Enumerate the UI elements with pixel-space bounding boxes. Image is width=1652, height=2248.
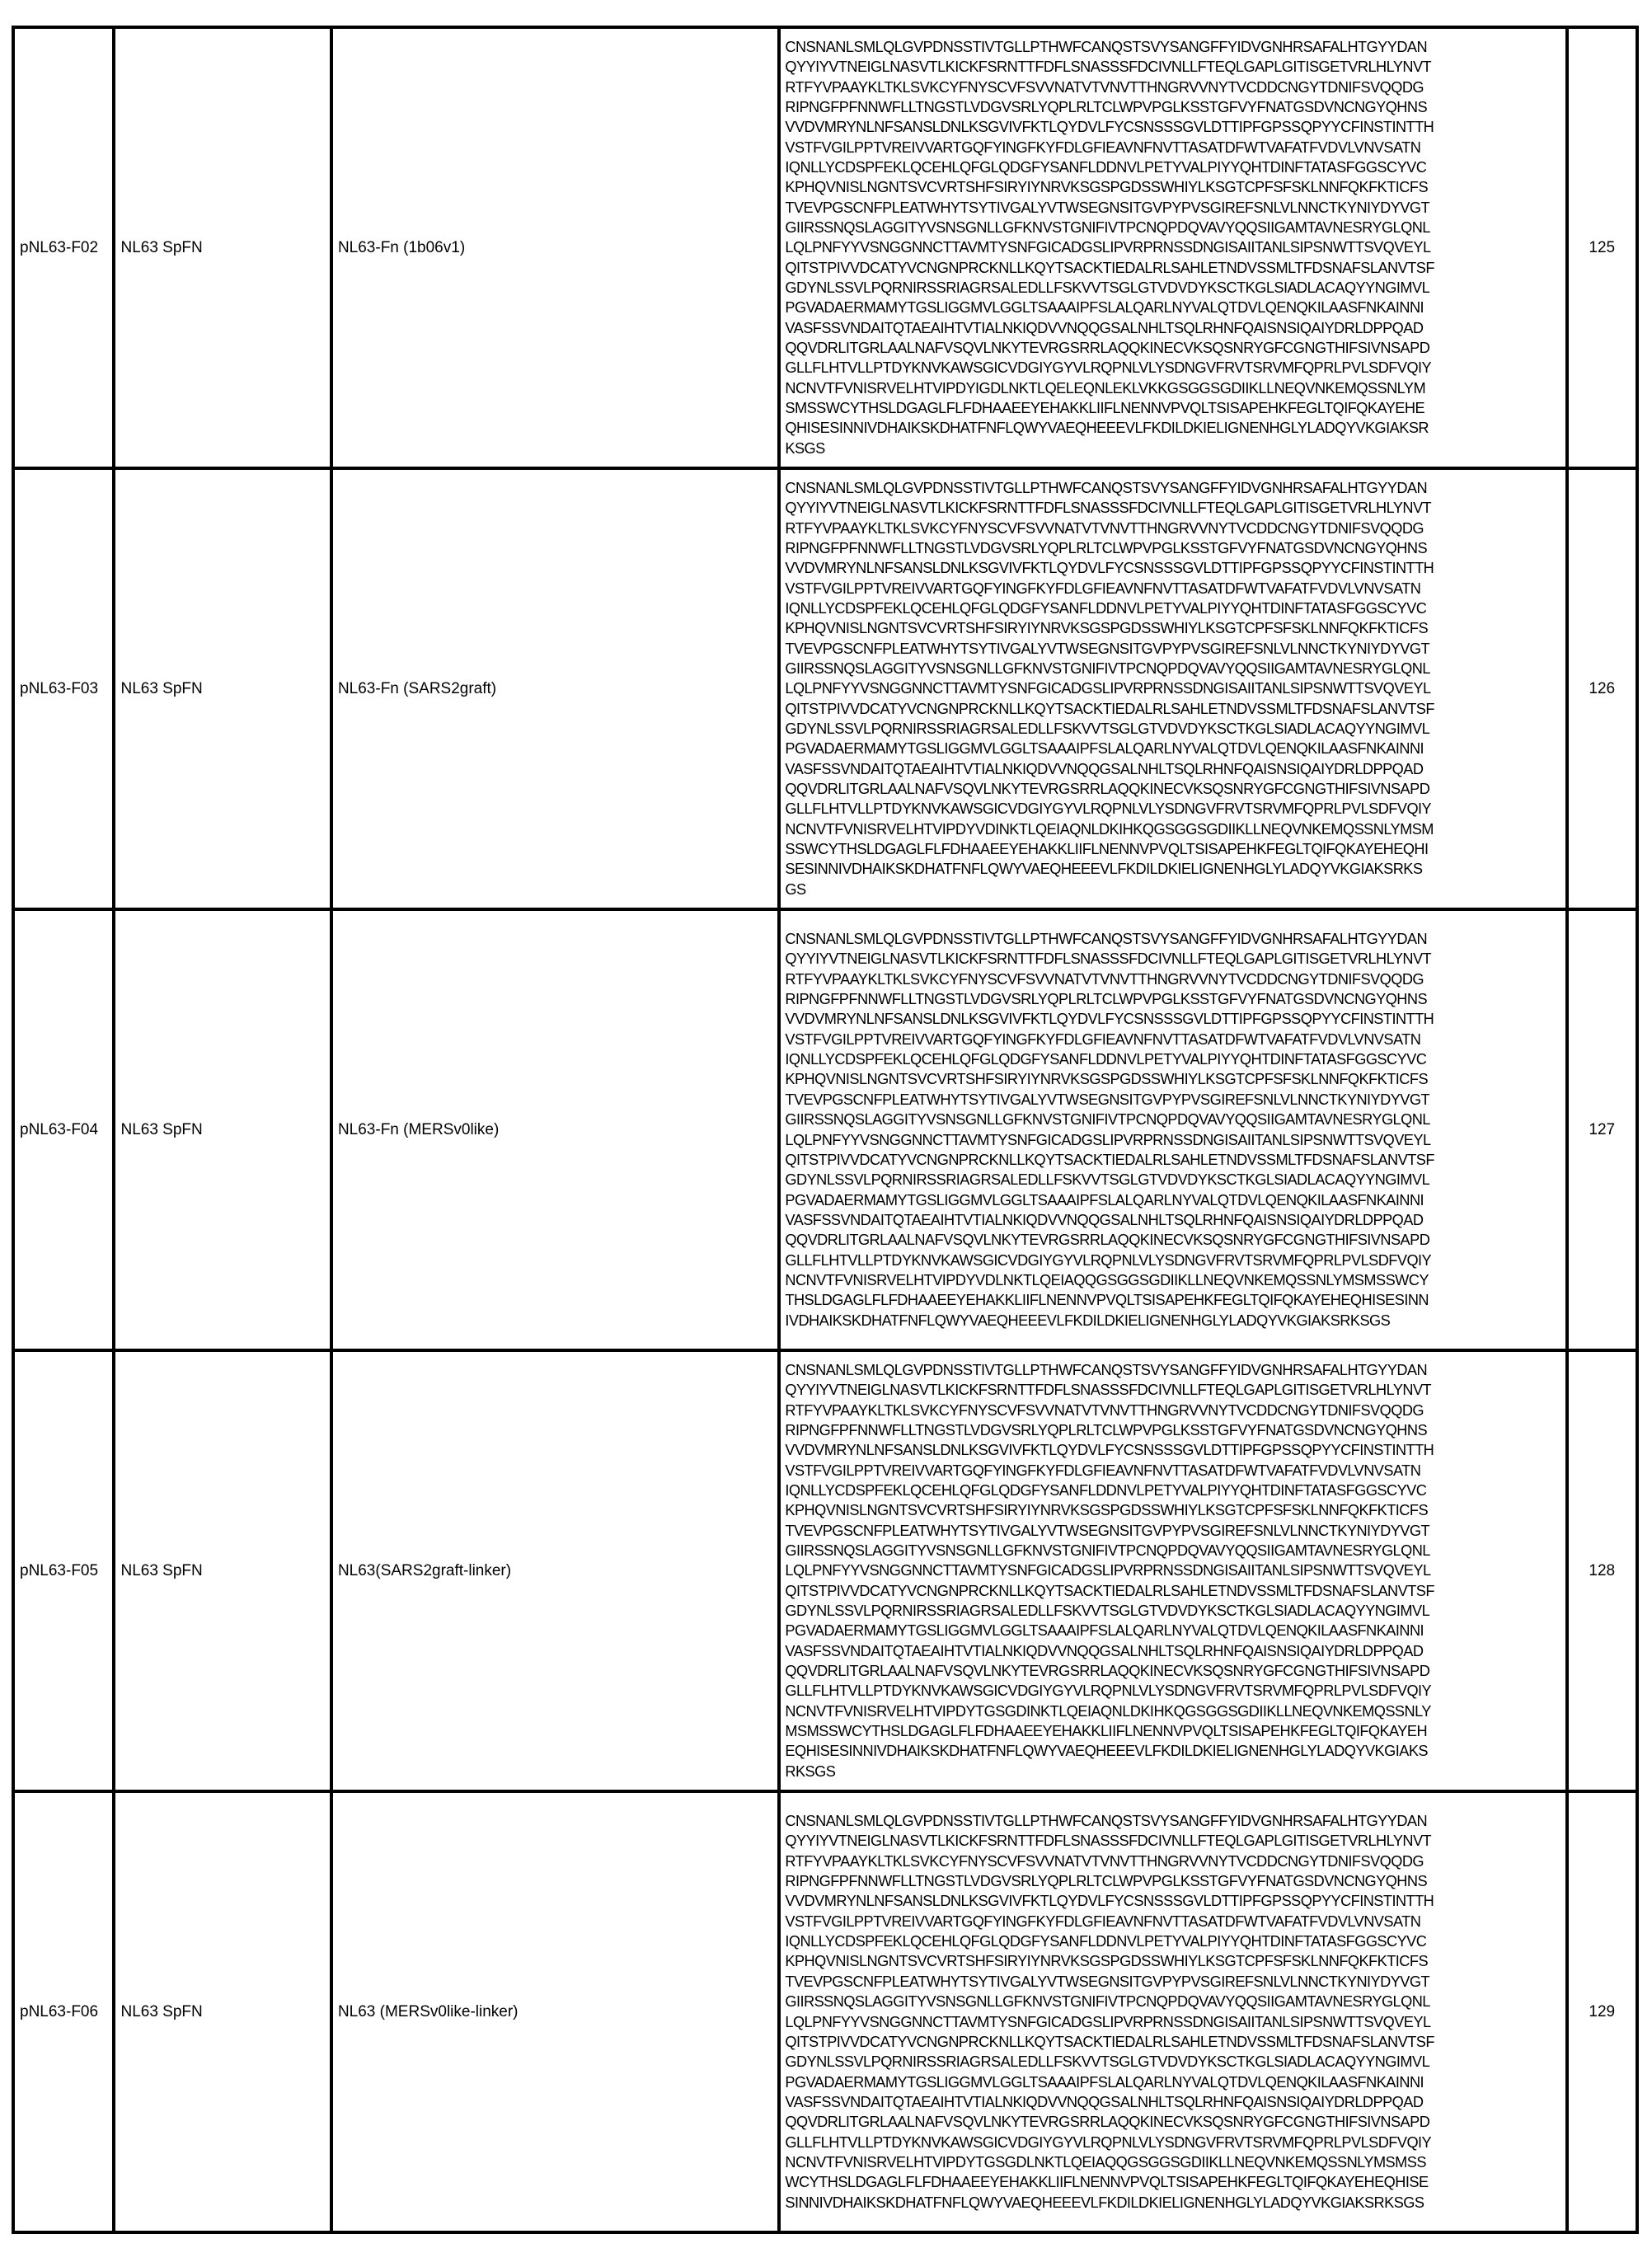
sequence-line: VVDVMRYNLNFSANSLDNLKSGVIVFKTLQYDVLFYCSNSSSGVLDTTIPFGPSSQPYYCFINSTINTTH — [785, 119, 1434, 136]
sequence-line: NCNVTFVNISRVELHTVIPDYIGDLNKTLQELEQNLEKLVKKGSGGSGDIIKLLNEQVNKEMQSSNLYM — [785, 379, 1426, 397]
sequence-line: KPHQVNISLNGNTSVCVRTSHFSIRYIYNRVKSGSPGDSSWHIYLKSGTCPFSFSKLNNFQKFKTICFS — [785, 620, 1429, 637]
sequence-line: GS — [785, 880, 806, 898]
sequence-line: GLLFLHTVLLPTDYKNVKAWSGICVDGIYGYVLRQPNLVLYSDNGVFRVTSRVMFQPRLPVLSDFVQIY — [785, 1251, 1432, 1269]
sequence-line: PGVADAERMAMYTGSLIGGMVLGGLTSAAAIPFSLALQARLNYVALQTDVLQENQKILAASFNKAINNI — [785, 1191, 1424, 1208]
sequence-line: RTFYVPAAYKLTKLSVKCYFNYSCVFSVVNATVTVNVTTHNGRVVNYTVCDDCNGYTDNIFSVQQDG — [785, 970, 1424, 988]
sequence-line: QYYIYVTNEIGLNASVTLKICKFSRNTTFDFLSNASSSFDCIVNLLFTEQLGAPLGITISGETVRLHLYNVT — [785, 1382, 1432, 1399]
sequence-line: QYYIYVTNEIGLNASVTLKICKFSRNTTFDFLSNASSSFDCIVNLLFTEQLGAPLGITISGETVRLHLYNVT — [785, 500, 1432, 517]
sequence-line: RIPNGFPFNNWFLLTNGSTLVDGVSRLYQPLRLTCLWPVPGLKSSTGFVYFNATGSDVNCNGYQHNS — [785, 1873, 1428, 1890]
table-row — [13, 1791, 1637, 2232]
sequence-line: RTFYVPAAYKLTKLSVKCYFNYSCVFSVVNATVTVNVTTHNGRVVNYTVCDDCNGYTDNIFSVQQDG — [785, 1401, 1424, 1419]
sequence-line: VASFSSVNDAITQTAEAIHTVTIALNKIQDVVNQQGSALNHLTSQLRHNFQAISNSIQAIYDRLDPPQAD — [785, 1211, 1424, 1228]
construct-name-cell: NL63 (MERSv0like-linker) — [331, 1791, 779, 2232]
amino-acid-sequence-cell — [779, 27, 1566, 468]
sequence-line: QQVDRLITGRLAALNAFVSQVLNKYTEVRGSRRLAQQKINECVKSQSNRYGFCGNGTHIFSIVNSAPD — [785, 1232, 1430, 1249]
sequence-line: GLLFLHTVLLPTDYKNVKAWSGICVDGIYGYVLRQPNLVLYSDNGVFRVTSRVMFQPRLPVLSDFVQIY — [785, 359, 1432, 377]
sequence-line: IQNLLYCDSPFEKLQCEHLQFGLQDGFYSANFLDDNVLPETYVALPIYYQHTDINFTATASFGGSCYVC — [785, 1051, 1427, 1068]
sequence-line: RIPNGFPFNNWFLLTNGSTLVDGVSRLYQPLRLTCLWPVPGLKSSTGFVYFNATGSDVNCNGYQHNS — [785, 98, 1428, 115]
sequence-line: IQNLLYCDSPFEKLQCEHLQFGLQDGFYSANFLDDNVLPETYVALPIYYQHTDINFTATASFGGSCYVC — [785, 599, 1427, 617]
sequence-line: PGVADAERMAMYTGSLIGGMVLGGLTSAAAIPFSLALQARLNYVALQTDVLQENQKILAASFNKAINNI — [785, 740, 1424, 758]
sequence-line: SSWCYTHSLDGAGLFLFDHAAEEYEHAKKLIIFLNENNVPVQLTSISAPEHKFEGLTQIFQKAYEHEQHI — [785, 841, 1429, 858]
sequence-table-body — [13, 27, 1637, 2232]
seq-id-number-cell: 126 — [1567, 468, 1637, 909]
sequence-line: VSTFVGILPPTVREIVVARTGQFYINGFKYFDLGFIEAVNFNVTTASATDFWTVAFATFVDVLVNVSATN — [785, 580, 1421, 597]
sequence-line: LQLPNFYYVSNGGNNCTTAVMTYSNFGICADGSLIPVRPRNSSDNGISAIITANLSIPSNWTTSVQVEYL — [785, 1562, 1431, 1579]
seq-id-number-cell: 125 — [1567, 27, 1637, 468]
construct-name-cell: NL63-Fn (1b06v1) — [331, 27, 779, 468]
amino-acid-sequence-cell — [779, 468, 1566, 909]
sequence-line: LQLPNFYYVSNGGNNCTTAVMTYSNFGICADGSLIPVRPRNSSDNGISAIITANLSIPSNWTTSVQVEYL — [785, 680, 1431, 697]
sequence-line: CNSNANLSMLQLGVPDNSSTIVTGLLPTHWFCANQSTSVYSANGFFYIDVGNHRSAFALHTGYYDAN — [785, 1361, 1428, 1378]
sequence-line: RTFYVPAAYKLTKLSVKCYFNYSCVFSVVNATVTVNVTTHNGRVVNYTVCDDCNGYTDNIFSVQQDG — [785, 1852, 1424, 1870]
sequence-line: QITSTPIVVDCATYVCNGNPRCKNLLKQYTSACKTIEDALRLSAHLETNDVSSMLTFDSNAFSLANVTSF — [785, 700, 1434, 717]
sequence-line: TVEVPGSCNFPLEATWHYTSYTIVGALYVTWSEGNSITGVPYPVSGIREFSNLVLNNCTKYNIYDYVGT — [785, 1973, 1430, 1990]
sequence-line: RKSGS — [785, 1762, 836, 1780]
sequence-line: RIPNGFPFNNWFLLTNGSTLVDGVSRLYQPLRLTCLWPVPGLKSSTGFVYFNATGSDVNCNGYQHNS — [785, 1421, 1428, 1438]
sequence-line: QHISESINNIVDHAIKSKDHATFNFLQWYVAEQHEEEVLFKDILDKIELIGNENHGLYLADQYVKGIAKSR — [785, 420, 1429, 437]
sequence-line: QITSTPIVVDCATYVCNGNPRCKNLLKQYTSACKTIEDALRLSAHLETNDVSSMLTFDSNAFSLANVTSF — [785, 259, 1434, 276]
amino-acid-sequence-cell — [779, 909, 1566, 1350]
sequence-line: SESINNIVDHAIKSKDHATFNFLQWYVAEQHEEEVLFKDILDKIELIGNENHGLYLADQYVKGIAKSRKS — [785, 861, 1423, 878]
sequence-line: GIIRSSNQSLAGGITYVSNSGNLLGFKNVSTGNIFIVTPCNQPDQVAVYQQSIIGAMTAVNESRYGLQNL — [785, 1993, 1430, 2011]
sequence-line: QYYIYVTNEIGLNASVTLKICKFSRNTTFDFLSNASSSFDCIVNLLFTEQLGAPLGITISGETVRLHLYNVT — [785, 59, 1432, 76]
seq-id-number-cell: 129 — [1567, 1791, 1637, 2232]
sequence-line: GLLFLHTVLLPTDYKNVKAWSGICVDGIYGYVLRQPNLVLYSDNGVFRVTSRVMFQPRLPVLSDFVQIY — [785, 800, 1432, 818]
sequence-line: VSTFVGILPPTVREIVVARTGQFYINGFKYFDLGFIEAVNFNVTTASATDFWTVAFATFVDVLVNVSATN — [785, 1462, 1421, 1479]
sequence-line: VASFSSVNDAITQTAEAIHTVTIALNKIQDVVNQQGSALNHLTSQLRHNFQAISNSIQAIYDRLDPPQAD — [785, 760, 1424, 777]
sequence-line: PGVADAERMAMYTGSLIGGMVLGGLTSAAAIPFSLALQARLNYVALQTDVLQENQKILAASFNKAINNI — [785, 1622, 1424, 1640]
sequence-line: QITSTPIVVDCATYVCNGNPRCKNLLKQYTSACKTIEDALRLSAHLETNDVSSMLTFDSNAFSLANVTSF — [785, 2033, 1434, 2050]
sequence-line: LQLPNFYYVSNGGNNCTTAVMTYSNFGICADGSLIPVRPRNSSDNGISAIITANLSIPSNWTTSVQVEYL — [785, 239, 1431, 256]
amino-acid-sequence-cell — [779, 1791, 1566, 2232]
sequence-line: NCNVTFVNISRVELHTVIPDYVDLNKTLQEIAQQGSGGSGDIIKLLNEQVNKEMQSSNLYMSMSSWCY — [785, 1271, 1429, 1288]
sequence-line: VSTFVGILPPTVREIVVARTGQFYINGFKYFDLGFIEAVNFNVTTASATDFWTVAFATFVDVLVNVSATN — [785, 1030, 1421, 1048]
sequence-line: QQVDRLITGRLAALNAFVSQVLNKYTEVRGSRRLAQQKINECVKSQSNRYGFCGNGTHIFSIVNSAPD — [785, 1663, 1430, 1680]
sequence-line: WCYTHSLDGAGLFLFDHAAEEYEHAKKLIIFLNENNVPVQLTSISAPEHKFEGLTQIFQKAYEHEQHISE — [785, 2174, 1429, 2191]
construct-name-cell: NL63-Fn (SARS2graft) — [331, 468, 779, 909]
seq-id-number-cell: 128 — [1567, 1350, 1637, 1791]
sequence-line: RTFYVPAAYKLTKLSVKCYFNYSCVFSVVNATVTVNVTTHNGRVVNYTVCDDCNGYTDNIFSVQQDG — [785, 519, 1424, 537]
sequence-line: CNSNANLSMLQLGVPDNSSTIVTGLLPTHWFCANQSTSVYSANGFFYIDVGNHRSAFALHTGYYDAN — [785, 38, 1428, 55]
sequence-line: VVDVMRYNLNFSANSLDNLKSGVIVFKTLQYDVLFYCSNSSSGVLDTTIPFGPSSQPYYCFINSTINTTH — [785, 1893, 1434, 1910]
sequence-line: QYYIYVTNEIGLNASVTLKICKFSRNTTFDFLSNASSSFDCIVNLLFTEQLGAPLGITISGETVRLHLYNVT — [785, 1833, 1432, 1850]
sequence-line: QITSTPIVVDCATYVCNGNPRCKNLLKQYTSACKTIEDALRLSAHLETNDVSSMLTFDSNAFSLANVTSF — [785, 1582, 1434, 1599]
sequence-line: GDYNLSSVLPQRNIRSSRIAGRSALEDLLFSKVVTSGLGTVDVDYKSCTKGLSIADLACAQYYNGIMVL — [785, 2053, 1430, 2071]
sequence-line: NCNVTFVNISRVELHTVIPDYTGSGDINKTLQEIAQNLDKIHKQGSGGSGDIIKLLNEQVNKEMQSSNLY — [785, 1702, 1431, 1720]
construct-id-cell: pNL63-F05 — [13, 1350, 114, 1791]
sequence-line: IQNLLYCDSPFEKLQCEHLQFGLQDGFYSANFLDDNVLPETYVALPIYYQHTDINFTATASFGGSCYVC — [785, 1933, 1427, 1950]
sequence-line: QYYIYVTNEIGLNASVTLKICKFSRNTTFDFLSNASSSFDCIVNLLFTEQLGAPLGITISGETVRLHLYNVT — [785, 950, 1432, 968]
construct-id-cell: pNL63-F06 — [13, 1791, 114, 2232]
sequence-line: IVDHAIKSKDHATFNFLQWYVAEQHEEEVLFKDILDKIELIGNENHGLYLADQYVKGIAKSRKSGS — [785, 1312, 1391, 1329]
sequence-line: GDYNLSSVLPQRNIRSSRIAGRSALEDLLFSKVVTSGLGTVDVDYKSCTKGLSIADLACAQYYNGIMVL — [785, 279, 1430, 297]
sequence-line: GLLFLHTVLLPTDYKNVKAWSGICVDGIYGYVLRQPNLVLYSDNGVFRVTSRVMFQPRLPVLSDFVQIY — [785, 2133, 1432, 2151]
table-row — [13, 1350, 1637, 1791]
sequence-line: GLLFLHTVLLPTDYKNVKAWSGICVDGIYGYVLRQPNLVLYSDNGVFRVTSRVMFQPRLPVLSDFVQIY — [785, 1682, 1432, 1700]
sequence-line: KPHQVNISLNGNTSVCVRTSHFSIRYIYNRVKSGSPGDSSWHIYLKSGTCPFSFSKLNNFQKFKTICFS — [785, 1953, 1429, 1970]
sequence-line: QQVDRLITGRLAALNAFVSQVLNKYTEVRGSRRLAQQKINECVKSQSNRYGFCGNGTHIFSIVNSAPD — [785, 2114, 1430, 2131]
sequence-line: TVEVPGSCNFPLEATWHYTSYTIVGALYVTWSEGNSITGVPYPVSGIREFSNLVLNNCTKYNIYDYVGT — [785, 1522, 1430, 1539]
sequence-line: KPHQVNISLNGNTSVCVRTSHFSIRYIYNRVKSGSPGDSSWHIYLKSGTCPFSFSKLNNFQKFKTICFS — [785, 1502, 1429, 1519]
sequence-line: VASFSSVNDAITQTAEAIHTVTIALNKIQDVVNQQGSALNHLTSQLRHNFQAISNSIQAIYDRLDPPQAD — [785, 2093, 1424, 2110]
sequence-line: VASFSSVNDAITQTAEAIHTVTIALNKIQDVVNQQGSALNHLTSQLRHNFQAISNSIQAIYDRLDPPQAD — [785, 319, 1424, 336]
sequence-line: RIPNGFPFNNWFLLTNGSTLVDGVSRLYQPLRLTCLWPVPGLKSSTGFVYFNATGSDVNCNGYQHNS — [785, 539, 1428, 556]
sequence-line: TVEVPGSCNFPLEATWHYTSYTIVGALYVTWSEGNSITGVPYPVSGIREFSNLVLNNCTKYNIYDYVGT — [785, 1091, 1430, 1108]
sequence-line: VVDVMRYNLNFSANSLDNLKSGVIVFKTLQYDVLFYCSNSSSGVLDTTIPFGPSSQPYYCFINSTINTTH — [785, 1442, 1434, 1459]
construct-type-cell: NL63 SpFN — [114, 27, 331, 468]
sequence-line: QQVDRLITGRLAALNAFVSQVLNKYTEVRGSRRLAQQKINECVKSQSNRYGFCGNGTHIFSIVNSAPD — [785, 781, 1430, 798]
sequence-line: PGVADAERMAMYTGSLIGGMVLGGLTSAAAIPFSLALQARLNYVALQTDVLQENQKILAASFNKAINNI — [785, 299, 1424, 317]
sequence-line: EQHISESINNIVDHAIKSKDHATFNFLQWYVAEQHEEEVLFKDILDKIELIGNENHGLYLADQYVKGIAKS — [785, 1743, 1428, 1760]
sequence-line: VVDVMRYNLNFSANSLDNLKSGVIVFKTLQYDVLFYCSNSSSGVLDTTIPFGPSSQPYYCFINSTINTTH — [785, 560, 1434, 577]
sequence-line: NCNVTFVNISRVELHTVIPDYTGSGDLNKTLQEIAQQGSGGSGDIIKLLNEQVNKEMQSSNLYMSMSS — [785, 2153, 1426, 2171]
sequence-line: GDYNLSSVLPQRNIRSSRIAGRSALEDLLFSKVVTSGLGTVDVDYKSCTKGLSIADLACAQYYNGIMVL — [785, 1603, 1430, 1620]
sequence-line: SMSSWCYTHSLDGAGLFLFDHAAEEYEHAKKLIIFLNENNVPVQLTSISAPEHKFEGLTQIFQKAYEHE — [785, 400, 1425, 417]
sequence-line: KPHQVNISLNGNTSVCVRTSHFSIRYIYNRVKSGSPGDSSWHIYLKSGTCPFSFSKLNNFQKFKTICFS — [785, 179, 1429, 196]
sequence-line: QITSTPIVVDCATYVCNGNPRCKNLLKQYTSACKTIEDALRLSAHLETNDVSSMLTFDSNAFSLANVTSF — [785, 1151, 1434, 1168]
construct-type-cell: NL63 SpFN — [114, 1350, 331, 1791]
sequence-line: CNSNANLSMLQLGVPDNSSTIVTGLLPTHWFCANQSTSVYSANGFFYIDVGNHRSAFALHTGYYDAN — [785, 1813, 1428, 1830]
table-row — [13, 468, 1637, 909]
sequence-line: GIIRSSNQSLAGGITYVSNSGNLLGFKNVSTGNIFIVTPCNQPDQVAVYQQSIIGAMTAVNESRYGLQNL — [785, 218, 1430, 236]
sequence-line: SINNIVDHAIKSKDHATFNFLQWYVAEQHEEEVLFKDILDKIELIGNENHGLYLADQYVKGIAKSRKSGS — [785, 2194, 1424, 2211]
sequence-line: MSMSSWCYTHSLDGAGLFLFDHAAEEYEHAKKLIIFLNENNVPVQLTSISAPEHKFEGLTQIFQKAYEH — [785, 1723, 1428, 1740]
sequence-line: GIIRSSNQSLAGGITYVSNSGNLLGFKNVSTGNIFIVTPCNQPDQVAVYQQSIIGAMTAVNESRYGLQNL — [785, 1111, 1430, 1129]
sequence-line: IQNLLYCDSPFEKLQCEHLQFGLQDGFYSANFLDDNVLPETYVALPIYYQHTDINFTATASFGGSCYVC — [785, 1481, 1427, 1499]
sequence-line: PGVADAERMAMYTGSLIGGMVLGGLTSAAAIPFSLALQARLNYVALQTDVLQENQKILAASFNKAINNI — [785, 2073, 1424, 2091]
sequence-line: GDYNLSSVLPQRNIRSSRIAGRSALEDLLFSKVVTSGLGTVDVDYKSCTKGLSIADLACAQYYNGIMVL — [785, 720, 1430, 738]
sequence-line: TVEVPGSCNFPLEATWHYTSYTIVGALYVTWSEGNSITGVPYPVSGIREFSNLVLNNCTKYNIYDYVGT — [785, 199, 1430, 216]
sequence-line: VSTFVGILPPTVREIVVARTGQFYINGFKYFDLGFIEAVNFNVTTASATDFWTVAFATFVDVLVNVSATN — [785, 138, 1421, 156]
construct-name-cell: NL63(SARS2graft-linker) — [331, 1350, 779, 1791]
table-row — [13, 27, 1637, 468]
sequence-table — [12, 26, 1639, 2234]
sequence-line: KPHQVNISLNGNTSVCVRTSHFSIRYIYNRVKSGSPGDSSWHIYLKSGTCPFSFSKLNNFQKFKTICFS — [785, 1071, 1429, 1088]
sequence-line: RTFYVPAAYKLTKLSVKCYFNYSCVFSVVNATVTVNVTTHNGRVVNYTVCDDCNGYTDNIFSVQQDG — [785, 78, 1424, 96]
sequence-line: GIIRSSNQSLAGGITYVSNSGNLLGFKNVSTGNIFIVTPCNQPDQVAVYQQSIIGAMTAVNESRYGLQNL — [785, 659, 1430, 677]
amino-acid-sequence-cell — [779, 1350, 1566, 1791]
sequence-line: TVEVPGSCNFPLEATWHYTSYTIVGALYVTWSEGNSITGVPYPVSGIREFSNLVLNNCTKYNIYDYVGT — [785, 640, 1430, 657]
sequence-line: IQNLLYCDSPFEKLQCEHLQFGLQDGFYSANFLDDNVLPETYVALPIYYQHTDINFTATASFGGSCYVC — [785, 158, 1427, 176]
sequence-line: GDYNLSSVLPQRNIRSSRIAGRSALEDLLFSKVVTSGLGTVDVDYKSCTKGLSIADLACAQYYNGIMVL — [785, 1171, 1430, 1189]
sequence-line: LQLPNFYYVSNGGNNCTTAVMTYSNFGICADGSLIPVRPRNSSDNGISAIITANLSIPSNWTTSVQVEYL — [785, 1131, 1431, 1148]
sequence-line: NCNVTFVNISRVELHTVIPDYVDINKTLQEIAQNLDKIHKQGSGGSGDIIKLLNEQVNKEMQSSNLYMSM — [785, 820, 1434, 838]
construct-type-cell: NL63 SpFN — [114, 468, 331, 909]
seq-id-number-cell: 127 — [1567, 909, 1637, 1350]
sequence-line: QQVDRLITGRLAALNAFVSQVLNKYTEVRGSRRLAQQKINECVKSQSNRYGFCGNGTHIFSIVNSAPD — [785, 340, 1430, 357]
sequence-line: THSLDGAGLFLFDHAAEEYEHAKKLIIFLNENNVPVQLTSISAPEHKFEGLTQIFQKAYEHEQHISESINN — [785, 1292, 1429, 1309]
sequence-line: KSGS — [785, 439, 825, 457]
sequence-line: GIIRSSNQSLAGGITYVSNSGNLLGFKNVSTGNIFIVTPCNQPDQVAVYQQSIIGAMTAVNESRYGLQNL — [785, 1542, 1430, 1559]
construct-name-cell: NL63-Fn (MERSv0like) — [331, 909, 779, 1350]
sequence-line: VVDVMRYNLNFSANSLDNLKSGVIVFKTLQYDVLFYCSNSSSGVLDTTIPFGPSSQPYYCFINSTINTTH — [785, 1011, 1434, 1028]
construct-type-cell: NL63 SpFN — [114, 1791, 331, 2232]
sequence-line: LQLPNFYYVSNGGNNCTTAVMTYSNFGICADGSLIPVRPRNSSDNGISAIITANLSIPSNWTTSVQVEYL — [785, 2013, 1431, 2030]
construct-id-cell: pNL63-F02 — [13, 27, 114, 468]
construct-id-cell: pNL63-F03 — [13, 468, 114, 909]
sequence-line: RIPNGFPFNNWFLLTNGSTLVDGVSRLYQPLRLTCLWPVPGLKSSTGFVYFNATGSDVNCNGYQHNS — [785, 991, 1428, 1008]
sequence-line: VSTFVGILPPTVREIVVARTGQFYINGFKYFDLGFIEAVNFNVTTASATDFWTVAFATFVDVLVNVSATN — [785, 1912, 1421, 1930]
table-row — [13, 909, 1637, 1350]
sequence-line: CNSNANLSMLQLGVPDNSSTIVTGLLPTHWFCANQSTSVYSANGFFYIDVGNHRSAFALHTGYYDAN — [785, 931, 1428, 948]
sequence-line: VASFSSVNDAITQTAEAIHTVTIALNKIQDVVNQQGSALNHLTSQLRHNFQAISNSIQAIYDRLDPPQAD — [785, 1642, 1424, 1659]
construct-id-cell: pNL63-F04 — [13, 909, 114, 1350]
sequence-line: CNSNANLSMLQLGVPDNSSTIVTGLLPTHWFCANQSTSVYSANGFFYIDVGNHRSAFALHTGYYDAN — [785, 479, 1428, 496]
construct-type-cell: NL63 SpFN — [114, 909, 331, 1350]
